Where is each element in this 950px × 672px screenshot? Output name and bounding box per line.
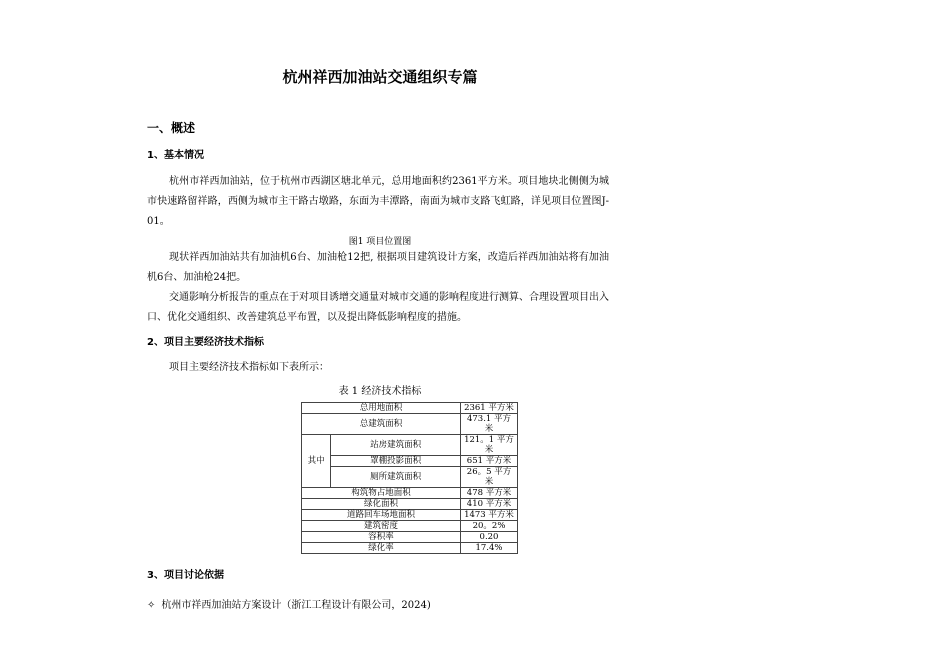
table-row (302, 435, 518, 456)
table-cell-label: 站房建筑面积 (331, 435, 461, 456)
table-row (302, 521, 518, 532)
figure-caption: 图1 项目位置图 (348, 237, 412, 247)
table-cell-label: 道路回车场地面积 (302, 510, 461, 521)
table-cell-label: 绿化率 (302, 543, 461, 554)
table-cell-value: 410 平方米 (461, 499, 518, 510)
table-row (302, 499, 518, 510)
table-cell-label: 罩棚投影面积 (331, 456, 461, 467)
paragraph-location: 杭州市祥西加油站，位于杭州市西湖区塘北单元，总用地面积约2361平方米。项目地块北侧侧为城市快速路留祥路，西侧为城市主干路古墩路，东面为丰潭路，南面为城市支路飞虹路，详见项目位置图J-01。 (147, 176, 609, 227)
table-row (302, 488, 518, 499)
table-cell-value: 17.4% (461, 543, 518, 554)
table-cell-value: 478 平方米 (461, 488, 518, 499)
table-cell-label: 厕所建筑面积 (331, 467, 461, 488)
table-row (302, 510, 518, 521)
table-row (302, 456, 518, 467)
table-cell-label: 构筑物占地面积 (302, 488, 461, 499)
subsection-heading-basic-info: 1、基本情况 (147, 150, 204, 161)
paragraph-current-status: 现状祥西加油站共有加油机6台、加油枪12把, 根据项目建筑设计方案，改造后祥西加油站将有加油机6台、加油枪24把。 (147, 252, 609, 283)
table-cell-value: 651 平方米 (461, 456, 518, 467)
table-cell-value: 121。1 平方米 (461, 435, 518, 456)
table-cell-label: 容积率 (302, 532, 461, 543)
table-row (302, 467, 518, 488)
table-caption: 表 1 经济技术指标 (338, 386, 422, 397)
subsection-heading-indicators: 2、项目主要经济技术指标 (147, 337, 264, 348)
table-cell-value: 26。5 平方米 (461, 467, 518, 488)
document-title: 杭州祥西加油站交通组织专篇 (282, 68, 478, 86)
table-cell-label: 总建筑面积 (302, 414, 461, 435)
table-cell-value: 1473 平方米 (461, 510, 518, 521)
table-cell-value: 473.1 平方米 (461, 414, 518, 435)
table-cell-label: 建筑密度 (302, 521, 461, 532)
table-row (302, 403, 518, 414)
section-heading-overview: 一、概述 (147, 121, 196, 135)
subsection-heading-basis: 3、项目讨论依据 (147, 570, 224, 581)
table-cell-label: 绿化面积 (302, 499, 461, 510)
table-row (302, 414, 518, 435)
table-cell-label: 总用地面积 (302, 403, 461, 414)
table-row (302, 532, 518, 543)
table-cell-value: 20。2% (461, 521, 518, 532)
table-cell-value: 0.20 (461, 532, 518, 543)
reference-item (147, 596, 431, 611)
indicators-table (301, 402, 518, 554)
table-cell-value: 2361 平方米 (461, 403, 518, 414)
reference-text: 杭州市祥西加油站方案设计（浙江工程设计有限公司，2024) (161, 600, 431, 611)
table-row (302, 543, 518, 554)
diamond-star-icon: ✧ (147, 600, 156, 611)
paragraph-analysis-focus: 交通影响分析报告的重点在于对项目诱增交通量对城市交通的影响程度进行测算、合理设置项目出入口、优化交通组织、改善建筑总平布置，以及提出降低影响程度的措施。 (147, 292, 609, 323)
paragraph-table-intro: 项目主要经济技术指标如下表所示： (169, 362, 329, 373)
table-group-label: 其中 (302, 435, 331, 488)
